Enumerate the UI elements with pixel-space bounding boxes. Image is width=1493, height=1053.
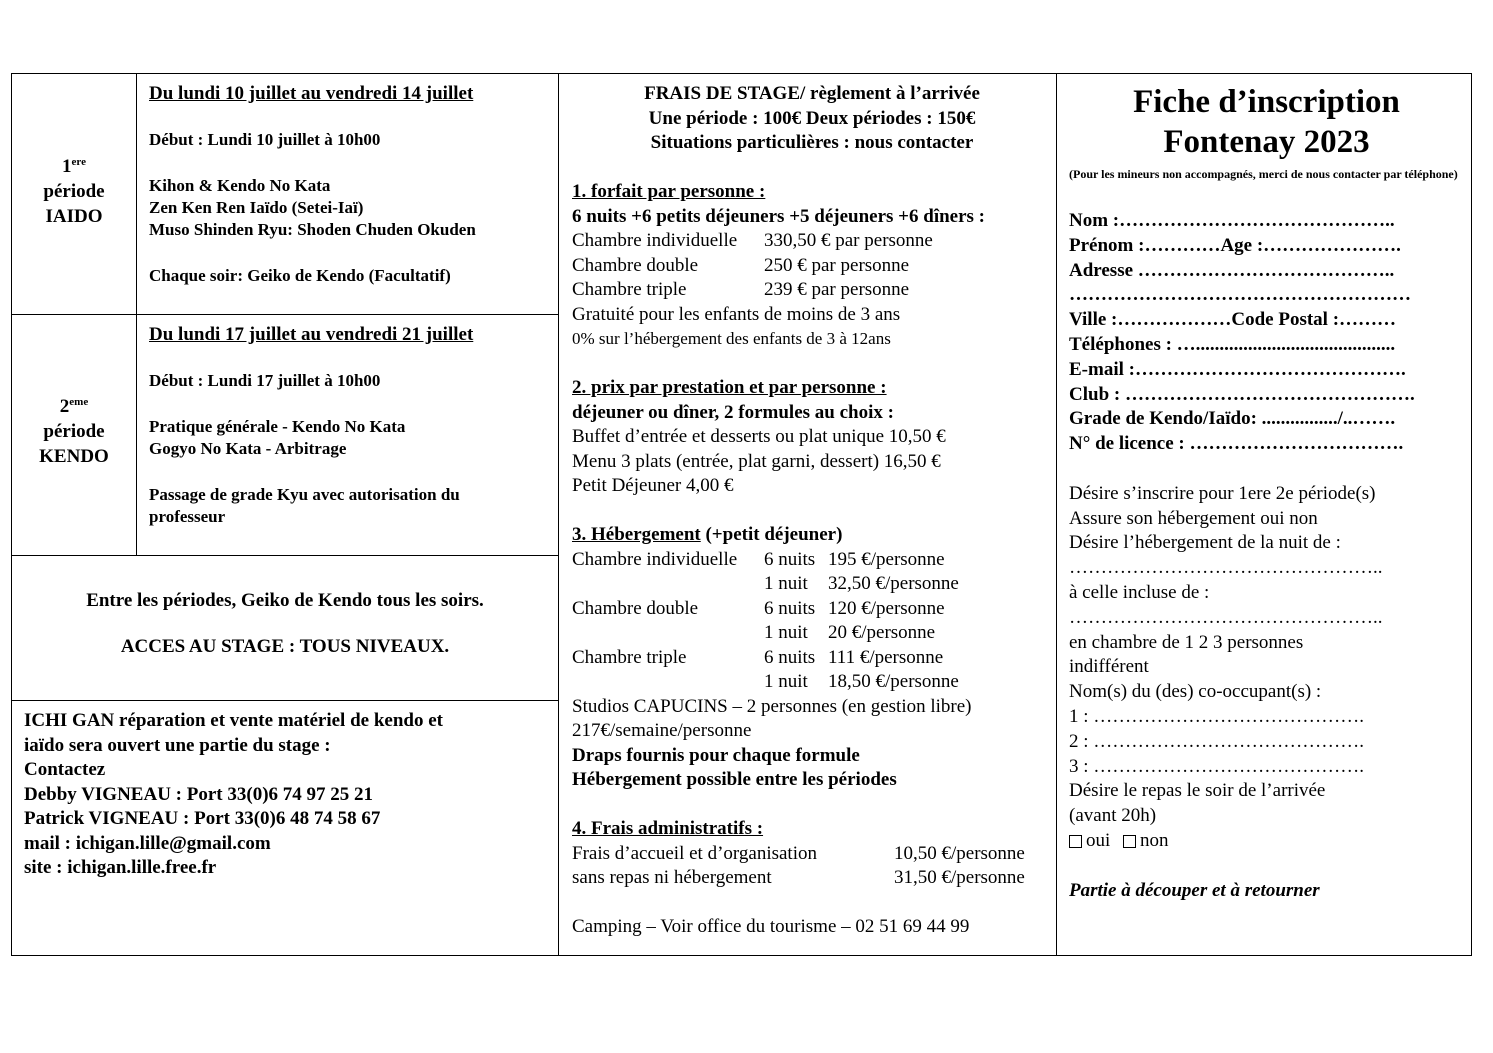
period-1-details xyxy=(149,83,549,287)
ichigan-line: ICHI GAN réparation et vente matériel de kendo et xyxy=(24,710,443,731)
ichigan-info xyxy=(24,709,544,881)
name-field[interactable]: Nom :…………………………………….. xyxy=(1069,210,1395,231)
period-1-dates: Du lundi 10 juillet au vendredi 14 juillet xyxy=(149,83,474,104)
cooccupant-field[interactable]: 2 : ……………………………………. xyxy=(1069,730,1365,752)
night-to-field[interactable]: ………………………………………….. xyxy=(1069,606,1383,628)
divider xyxy=(12,555,558,556)
ichigan-line: Debby VIGNEAU : Port 33(0)6 74 97 25 21 xyxy=(24,783,374,805)
section-title: 1. forfait par personne : xyxy=(572,181,766,202)
period-1-evening: Chaque soir: Geiko de Kendo (Facultatif) xyxy=(149,266,451,285)
form-note: (Pour les mineurs non accompagnés, merci de nous contacter par téléphone) xyxy=(1069,167,1458,181)
note-bold: Draps fournis pour chaque formule xyxy=(572,744,860,766)
grade-field[interactable]: Grade de Kendo/Iaïdo: ................/..……. xyxy=(1069,408,1396,430)
ichigan-line: iaïdo sera ouvert une partie du stage : xyxy=(24,734,331,756)
phone-field[interactable]: Téléphones : ….......................................... xyxy=(1069,333,1396,355)
divider xyxy=(136,74,137,555)
price-row: Chambre individuelle 330,50 € par personne xyxy=(572,230,933,251)
form-line: Nom(s) du (des) co-occupant(s) : xyxy=(1069,681,1322,703)
address-field-2[interactable]: ……………………………………………… xyxy=(1069,284,1411,306)
email-field[interactable]: E-mail :……………………………………. xyxy=(1069,358,1406,380)
form-line: Désire le repas le soir de l’arrivée xyxy=(1069,780,1326,802)
divider xyxy=(12,314,558,315)
city-zip-field[interactable]: Ville :………………Code Postal :……… xyxy=(1069,309,1397,331)
club-field[interactable]: Club : ………………………………………. xyxy=(1069,383,1415,405)
admin-fee-row: Frais d’accueil et d’organisation 10,50 €/personne xyxy=(572,842,1025,864)
between-periods xyxy=(12,590,558,658)
form-subtitle: Fontenay 2023 xyxy=(1163,124,1370,160)
ichigan-email: mail : ichigan.lille@gmail.com xyxy=(24,832,271,854)
periods-column xyxy=(12,74,558,955)
program-line: Pratique générale - Kendo No Kata xyxy=(149,417,406,436)
meal-choice xyxy=(1069,829,1464,854)
cut-instruction: Partie à découper et à retourner xyxy=(1069,879,1320,901)
program-line: Muso Shinden Ryu: Shoden Chuden Okuden xyxy=(149,220,476,239)
lodging-row: 1 nuit 32,50 €/personne xyxy=(764,573,959,594)
program-line: Gogyo No Kata - Arbitrage xyxy=(149,439,347,458)
section-title: 2. prix par prestation et par personne : xyxy=(572,377,887,398)
section-subtitle: déjeuner ou dîner, 2 formules au choix : xyxy=(572,401,894,423)
access-line: ACCES AU STAGE : TOUS NIVEAUX. xyxy=(120,636,450,657)
lodging-row: Chambre double 6 nuits 120 €/personne xyxy=(572,597,945,619)
period-2-dates: Du lundi 17 juillet au vendredi 21 juillet xyxy=(149,324,474,345)
ichigan-line: Contactez xyxy=(24,759,106,780)
room-size-choice[interactable]: indifférent xyxy=(1069,656,1149,678)
program-line: Zen Ken Ren Iaïdo (Setei-Iaï) xyxy=(149,198,364,217)
between-line: Entre les périodes, Geiko de Kendo tous les soirs. xyxy=(86,590,484,611)
no-checkbox[interactable] xyxy=(1123,835,1136,848)
registration-form xyxy=(1069,82,1464,903)
license-field[interactable]: N° de licence : ……………………………. xyxy=(1069,433,1404,455)
period-1-start: Début : Lundi 10 juillet à 10h00 xyxy=(149,130,381,149)
lodging-row: Chambre individuelle 6 nuits 195 €/personne xyxy=(572,548,945,570)
studio-line: Studios CAPUCINS – 2 personnes (en gestion libre) xyxy=(572,695,972,717)
yes-label: oui xyxy=(1086,829,1111,851)
note: 0% sur l’hébergement des enfants de 3 à 12ans xyxy=(572,329,891,348)
fees-column xyxy=(558,74,1056,955)
ichigan-line: Patrick VIGNEAU : Port 33(0)6 48 74 58 67 xyxy=(24,808,381,829)
form-line: Désire l’hébergement de la nuit de : xyxy=(1069,532,1341,554)
admin-fee-row: sans repas ni hébergement 31,50 €/personne xyxy=(572,867,1025,888)
section-subtitle: 6 nuits +6 petits déjeuners +5 déjeuners +6 dîners : xyxy=(572,205,985,227)
price-line: Buffet d’entrée et desserts ou plat unique 10,50 € xyxy=(572,426,946,447)
cooccupant-field[interactable]: 1 : ……………………………………. xyxy=(1069,705,1365,727)
program-line: Kihon & Kendo No Kata xyxy=(149,176,331,195)
section-title: 4. Frais administratifs : xyxy=(572,818,764,839)
night-from-field[interactable]: ………………………………………….. xyxy=(1069,557,1383,579)
lodging-choice[interactable]: Assure son hébergement oui non xyxy=(1069,507,1318,529)
fees-header: FRAIS DE STAGE/ règlement à l’arrivée xyxy=(644,83,980,104)
registration-sheet xyxy=(11,73,1472,956)
lodging-row: 1 nuit 18,50 €/personne xyxy=(764,671,959,692)
price-row: Chambre triple 239 € par personne xyxy=(572,279,910,300)
divider xyxy=(12,700,558,701)
note: Gratuité pour les enfants de moins de 3 ans xyxy=(572,303,901,325)
no-label: non xyxy=(1140,829,1169,851)
lodging-row: Chambre triple 6 nuits 111 €/personne xyxy=(572,646,944,668)
form-title: Fiche d’inscription xyxy=(1133,84,1400,120)
fees-header: Situations particulières : nous contacter xyxy=(650,132,974,153)
grade-line: professeur xyxy=(149,507,226,526)
room-size-choice[interactable]: en chambre de 1 2 3 personnes xyxy=(1069,631,1304,653)
period-2-details xyxy=(149,324,549,528)
registration-form-column xyxy=(1056,74,1471,955)
grade-line: Passage de grade Kyu avec autorisation du xyxy=(149,485,460,504)
camping-info: Camping – Voir office du tourisme – 02 51 69 44 99 xyxy=(572,916,970,937)
period-choice[interactable]: Désire s’inscrire pour 1ere 2e période(s) xyxy=(1069,482,1376,504)
form-line: à celle incluse de : xyxy=(1069,581,1210,603)
form-line: (avant 20h) xyxy=(1069,805,1157,827)
period-1-label: 1ere période IAIDO xyxy=(43,156,105,227)
price-line: Petit Déjeuner 4,00 € xyxy=(572,475,734,496)
yes-checkbox[interactable] xyxy=(1069,835,1082,848)
firstname-age-field[interactable]: Prénom :…………Age :…………………. xyxy=(1069,234,1401,256)
section-title: 3. Hébergement (+petit déjeuner) xyxy=(572,524,843,545)
price-line: Menu 3 plats (entrée, plat garni, dessert) 16,50 € xyxy=(572,450,941,472)
cooccupant-field[interactable]: 3 : ……………………………………. xyxy=(1069,755,1365,777)
fees-header: Une période : 100€ Deux périodes : 150€ xyxy=(648,107,976,129)
period-2-start: Début : Lundi 17 juillet à 10h00 xyxy=(149,371,381,390)
period-2-label: 2eme période KENDO xyxy=(39,396,109,467)
studio-line: 217€/semaine/personne xyxy=(572,720,752,741)
fees-content xyxy=(572,82,1052,940)
ichigan-site: site : ichigan.lille.free.fr xyxy=(24,857,217,878)
note-bold: Hébergement possible entre les périodes xyxy=(572,769,897,790)
price-row: Chambre double 250 € par personne xyxy=(572,254,910,276)
address-field[interactable]: Adresse ………………………………….. xyxy=(1069,259,1395,281)
lodging-row: 1 nuit 20 €/personne xyxy=(764,622,936,643)
